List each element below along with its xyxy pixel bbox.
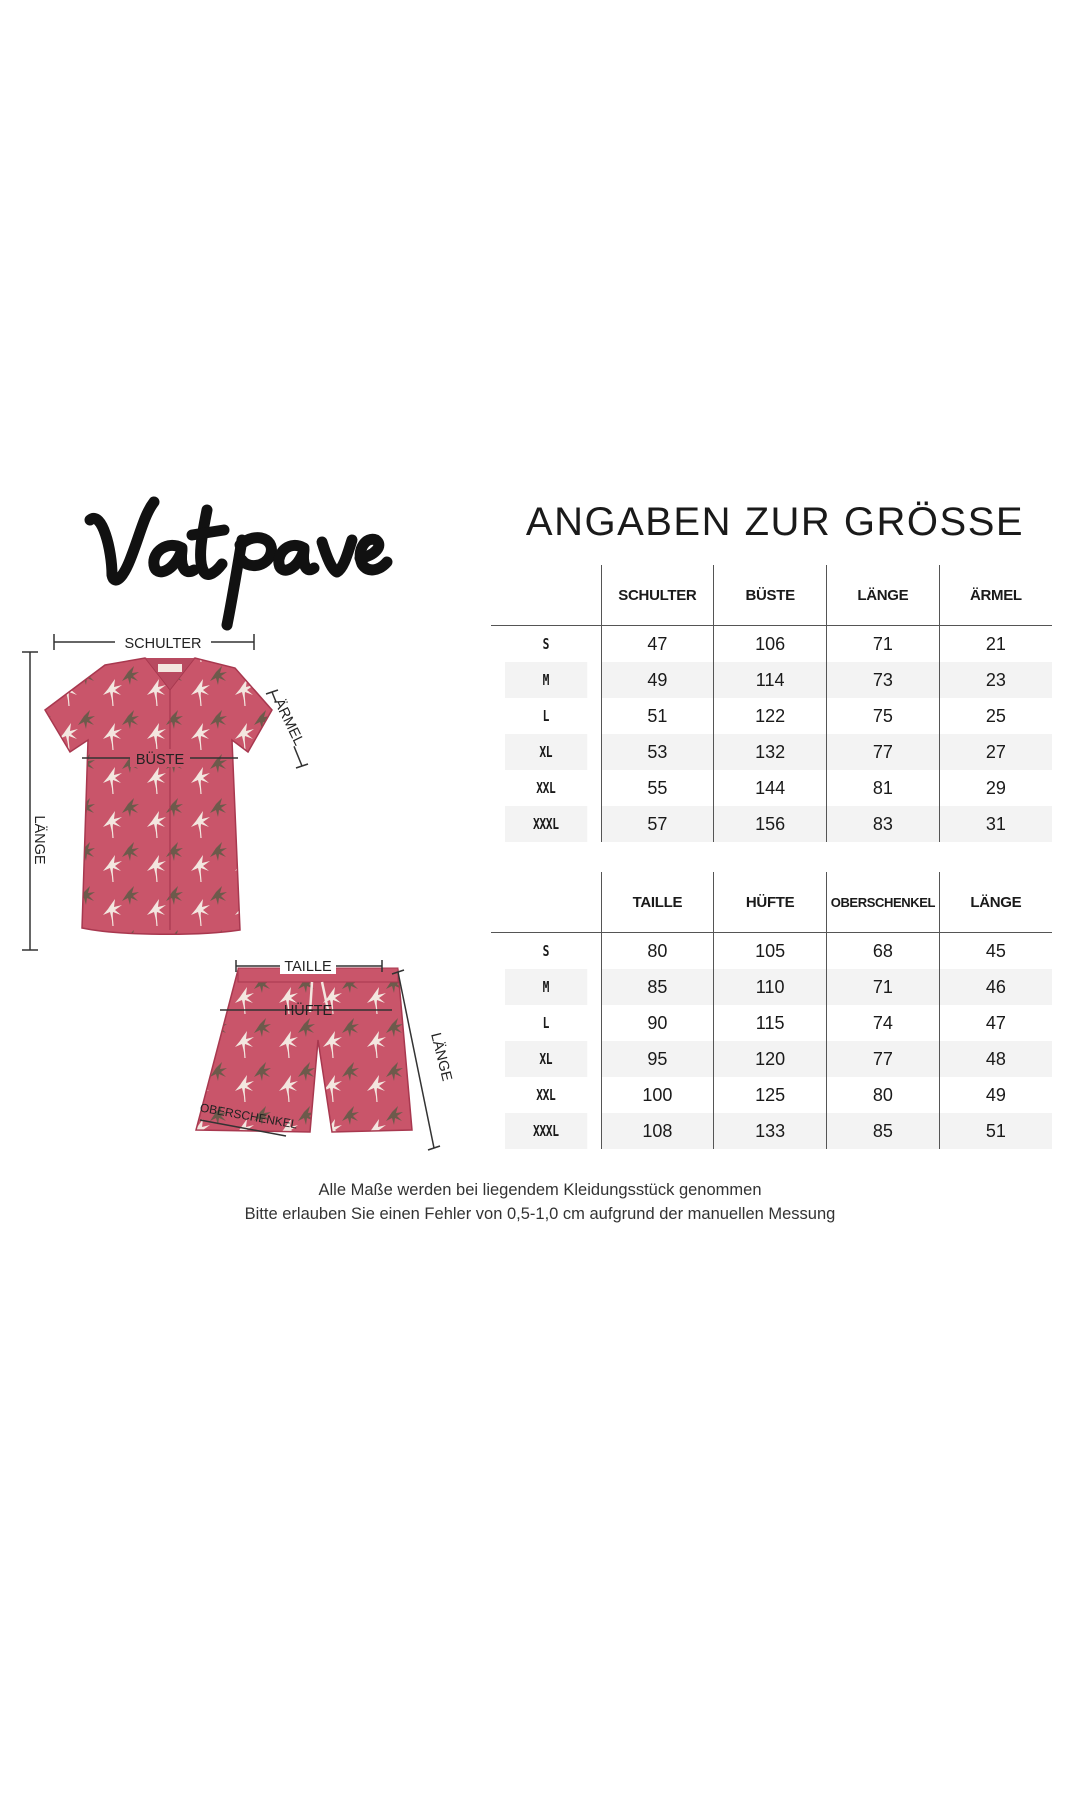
table-header-row (491, 872, 1052, 933)
label-shirt-length: LÄNGE (31, 815, 47, 865)
table-row (491, 770, 1052, 806)
table-row (491, 933, 1052, 970)
table-cell: 114 (714, 662, 827, 698)
shorts-size-table (491, 872, 1052, 1149)
table-row (491, 1113, 1052, 1149)
table-cell: 31 (939, 806, 1052, 842)
table-row (491, 806, 1052, 842)
table-cell: 71 (827, 626, 940, 663)
size-label: M (505, 969, 588, 1005)
table-cell: 73 (827, 662, 940, 698)
table-cell: 80 (601, 933, 714, 970)
table-cell: 21 (939, 626, 1052, 663)
table-row (491, 698, 1052, 734)
table-cell: 90 (601, 1005, 714, 1041)
column-header: BÜSTE (714, 565, 827, 626)
label-sleeve: ÄRMEL (270, 696, 307, 749)
table-cell: 27 (939, 734, 1052, 770)
shirt-drawing (45, 658, 272, 934)
table-row (491, 1005, 1052, 1041)
label-hip: HÜFTE (283, 1003, 333, 1019)
column-header: SCHULTER (601, 565, 714, 626)
table-cell: 55 (601, 770, 714, 806)
table-cell: 125 (714, 1077, 827, 1113)
label-shorts-length: LÄNGE (427, 1031, 455, 1083)
size-label: XXXL (505, 806, 588, 842)
size-label: L (542, 1014, 550, 1032)
table-cell: 110 (714, 969, 827, 1005)
table-cell: 49 (601, 662, 714, 698)
size-label: XXL (536, 779, 556, 797)
size-label: XXL (536, 1086, 556, 1104)
table-cell: 47 (939, 1005, 1052, 1041)
table-cell: 49 (939, 1077, 1052, 1113)
table-cell: 105 (714, 933, 827, 970)
table-cell: 133 (714, 1113, 827, 1149)
page-title: ANGABEN ZUR GRÖSSE (525, 500, 1025, 544)
table-cell: 23 (939, 662, 1052, 698)
size-label: S (542, 942, 550, 960)
table-cell: 85 (827, 1113, 940, 1149)
size-label: S (542, 635, 550, 653)
size-label: XXXL (505, 1113, 588, 1149)
table-row (491, 969, 1052, 1005)
table-cell: 83 (827, 806, 940, 842)
note-line: Bitte erlauben Sie einen Fehler von 0,5-1,0 cm aufgrund der manuellen Messung (244, 1205, 836, 1223)
table-cell: 57 (601, 806, 714, 842)
table-cell: 144 (714, 770, 827, 806)
table-cell: 75 (827, 698, 940, 734)
brand-logo (82, 490, 392, 635)
column-header: TAILLE (601, 872, 714, 933)
note-line: Alle Maße werden bei liegendem Kleidungsstück genommen (318, 1181, 762, 1199)
table-row (491, 734, 1052, 770)
table-cell: 53 (601, 734, 714, 770)
table-cell: 77 (827, 1041, 940, 1077)
column-header (491, 872, 601, 933)
table-cell: 156 (714, 806, 827, 842)
table-row (491, 1077, 1052, 1113)
table-cell: 47 (601, 626, 714, 663)
table-cell: 51 (601, 698, 714, 734)
table-header-row (491, 565, 1052, 626)
table-cell: 46 (939, 969, 1052, 1005)
size-label: XL (505, 1041, 588, 1077)
table-cell: 115 (714, 1005, 827, 1041)
table-cell: 122 (714, 698, 827, 734)
size-label: L (542, 707, 550, 725)
table-cell: 80 (827, 1077, 940, 1113)
column-header: OBERSCHENKEL (827, 872, 940, 933)
table-cell: 95 (601, 1041, 714, 1077)
table-cell: 108 (601, 1113, 714, 1149)
label-waist: TAILLE (284, 959, 332, 975)
table-cell: 51 (939, 1113, 1052, 1149)
column-header: LÄNGE (939, 872, 1052, 933)
table-cell: 132 (714, 734, 827, 770)
table-cell: 81 (827, 770, 940, 806)
table-cell: 29 (939, 770, 1052, 806)
size-label: M (505, 662, 588, 698)
label-chest: BÜSTE (135, 752, 185, 768)
table-row (491, 626, 1052, 663)
size-label: XL (505, 734, 588, 770)
table-cell: 120 (714, 1041, 827, 1077)
table-cell: 48 (939, 1041, 1052, 1077)
shirt-size-table (491, 565, 1052, 842)
label-shoulder: SCHULTER (124, 636, 202, 652)
table-cell: 71 (827, 969, 940, 1005)
column-header: HÜFTE (714, 872, 827, 933)
table-cell: 25 (939, 698, 1052, 734)
table-cell: 77 (827, 734, 940, 770)
table-cell: 100 (601, 1077, 714, 1113)
table-cell: 85 (601, 969, 714, 1005)
column-header: LÄNGE (827, 565, 940, 626)
label-thigh: OBERSCHENKEL (198, 1100, 299, 1132)
column-header: ÄRMEL (939, 565, 1052, 626)
table-cell: 74 (827, 1005, 940, 1041)
table-cell: 68 (827, 933, 940, 970)
table-row (491, 1041, 1052, 1077)
table-cell: 106 (714, 626, 827, 663)
table-cell: 45 (939, 933, 1052, 970)
measurement-notes (0, 1178, 1080, 1226)
column-header (491, 565, 601, 626)
garment-illustration (10, 620, 455, 1180)
table-row (491, 662, 1052, 698)
